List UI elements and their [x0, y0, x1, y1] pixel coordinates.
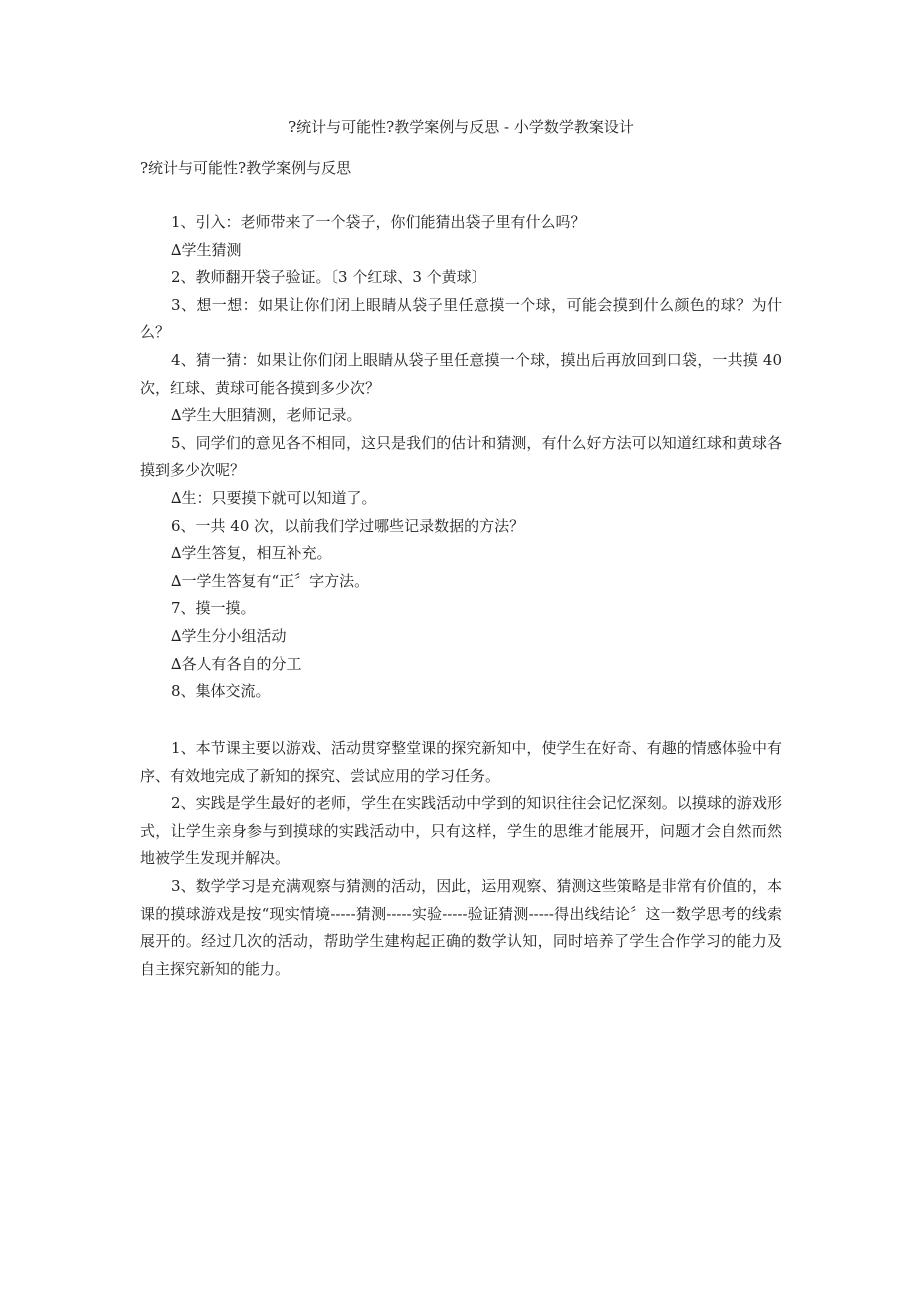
step-paragraph: 1、引入：老师带来了一个袋子，你们能猜出袋子里有什么吗？	[171, 213, 586, 231]
step-paragraph: 4、猜一猜：如果让你们闭上眼睛从袋子里任意摸一个球，摸出后再放回到口袋，一共摸 40 次，红球、黄球可能各摸到多少次？	[140, 350, 782, 397]
step-paragraph: ∆一学生答复有“正〞字方法。	[171, 571, 370, 590]
step-paragraph: 7、摸一摸。	[171, 599, 256, 618]
step-paragraph: ∆学生答复，相互补充。	[171, 544, 332, 563]
reflection-paragraph: 2、实践是学生最好的老师，学生在实践活动中学到的知识往往会记忆深刻。以摸球的游戏形式，让学生亲身参与到摸球的实践活动中，只有这样，学生的思维才能展开，问题才会自然而然地被学生发现并解决。	[140, 794, 782, 868]
step-paragraph: ∆生：只要摸下就可以知道了。	[171, 488, 377, 507]
document-title: ?统计与可能性?教学案例与反思 - 小学数学教案设计	[288, 118, 634, 136]
teaching-steps-section	[140, 209, 782, 706]
document-subtitle: ?统计与可能性?教学案例与反思	[140, 159, 352, 177]
step-paragraph: 2、教师翻开袋子验证。〔3 个红球、3 个黄球〕	[171, 268, 487, 287]
reflection-paragraph: 1、本节课主要以游戏、活动贯穿整堂课的探究新知中，使学生在好奇、有趣的情感体验中有序、有效地完成了新知的探究、尝试应用的学习任务。	[140, 739, 782, 785]
step-paragraph: 8、集体交流。	[171, 682, 271, 701]
step-paragraph: 5、同学们的意见各不相同，这只是我们的估计和猜测，有什么好方法可以知道红球和黄球各摸到多少次呢？	[140, 433, 782, 480]
step-paragraph: ∆学生猜测	[171, 240, 242, 259]
step-paragraph: 3、想一想：如果让你们闭上眼睛从袋子里任意摸一个球，可能会摸到什么颜色的球？为什么？	[140, 295, 782, 342]
reflection-paragraph: 3、数学学习是充满观察与猜测的活动，因此，运用观察、猜测这些策略是非常有价值的，本课的摸球游戏是按“现实情境-----猜测-----实验-----验证猜测-----得出线结论〞这一数学思考的线索展开的。经过几次的活动，帮助学生建构起正确的数学认知，同时培养了学生合作学习的能力及自主探究新知的能力。	[140, 876, 782, 978]
step-paragraph: ∆各人有各自的分工	[171, 654, 302, 673]
step-paragraph: 6、一共 40 次，以前我们学过哪些记录数据的方法？	[171, 516, 525, 535]
reflections-section	[140, 735, 782, 983]
step-paragraph: ∆学生大胆猜测，老师记录。	[171, 406, 362, 425]
step-paragraph: ∆学生分小组活动	[171, 626, 287, 645]
